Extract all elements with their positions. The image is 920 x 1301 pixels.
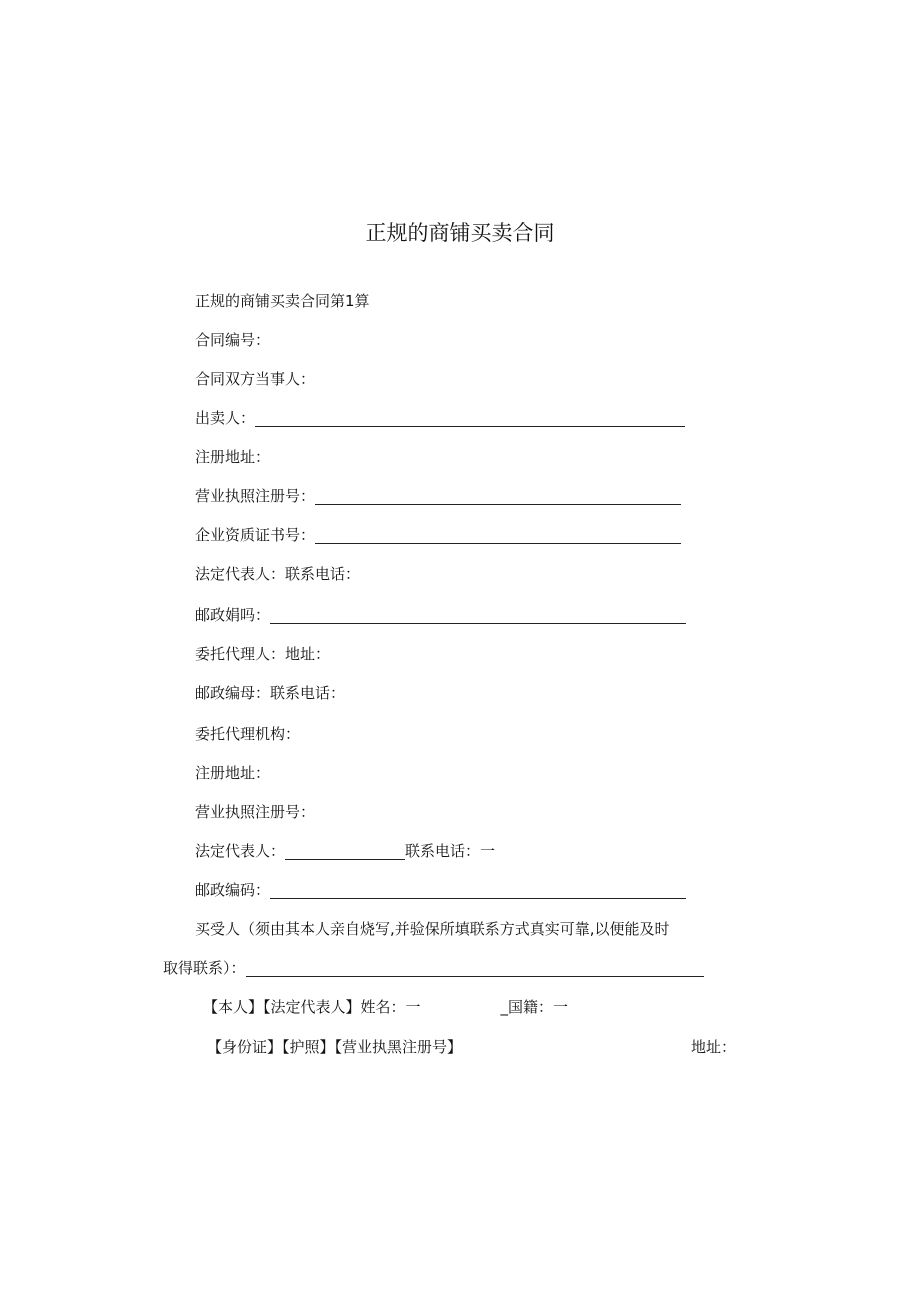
buyer-name-row [203, 996, 568, 1018]
agency-row [195, 723, 300, 745]
seller-representative-label: 法定代表人：联系电话： [195, 565, 361, 583]
agency-address-label: 注册地址： [195, 764, 271, 782]
buyer-id-label: 【身份证】【护照】【营业执黑注册号】 [207, 1038, 463, 1056]
agent-postcode-row [195, 682, 345, 704]
agency-representative-row [195, 840, 495, 862]
parties-label: 合同双方当事人： [195, 370, 316, 388]
agency-representative-blank[interactable] [285, 843, 405, 860]
contract-number-row [195, 329, 270, 351]
seller-address-label: 注册地址： [195, 448, 271, 466]
seller-address-row [195, 446, 270, 468]
agent-label: 委托代理人：地址： [195, 645, 331, 663]
buyer-name-label: 【本人】【法定代表人】姓名：一 [203, 998, 421, 1016]
seller-postcode-label: 邮政娟吗： [195, 606, 271, 624]
seller-postcode-blank[interactable] [270, 607, 686, 624]
agency-label: 委托代理机构： [195, 725, 301, 743]
agency-postcode-blank[interactable] [270, 882, 686, 899]
buyer-nationality-label: _国籍：一 [500, 998, 569, 1016]
qualification-label: 企业资质证书号： [195, 526, 316, 544]
parties-row [195, 368, 315, 390]
seller-blank[interactable] [255, 410, 685, 427]
buyer-contact-label: 取得联系）： [163, 959, 246, 977]
document-title: 正规的商铺买卖合同 [365, 221, 555, 245]
agency-phone-label: 联系电话：一 [405, 842, 496, 860]
seller-license-blank[interactable] [315, 488, 681, 505]
buyer-address-row [691, 1036, 736, 1058]
contract-subtitle [195, 290, 370, 312]
qualification-blank[interactable] [315, 527, 681, 544]
seller-postcode-row [195, 604, 686, 626]
seller-row [195, 407, 685, 429]
seller-representative-row [195, 563, 360, 585]
buyer-address-label: 地址： [691, 1038, 737, 1056]
agency-license-label: 营业执照注册号： [195, 803, 316, 821]
agency-postcode-row [195, 879, 686, 901]
buyer-contact-blank[interactable] [246, 960, 704, 977]
agent-postcode-label: 邮政编母：联系电话： [195, 684, 346, 702]
agent-row [195, 643, 330, 665]
qualification-row [195, 524, 681, 546]
agency-representative-label: 法定代表人： [195, 842, 286, 860]
agency-address-row [195, 762, 270, 784]
buyer-id-row [207, 1036, 462, 1058]
contract-subtitle-text: 正规的商铺买卖合同第1算 [195, 292, 370, 310]
contract-number-label: 合同编号： [195, 331, 271, 349]
seller-label: 出卖人： [195, 409, 256, 427]
buyer-row [195, 918, 670, 940]
seller-license-label: 营业执照注册号： [195, 487, 316, 505]
seller-license-row [195, 485, 681, 507]
buyer-contact-row [163, 957, 704, 979]
agency-postcode-label: 邮政编码： [195, 881, 271, 899]
agency-license-row [195, 801, 315, 823]
buyer-label: 买受人（须由其本人亲自烧写,并验保所填联系方式真实可靠,以便能及时 [195, 920, 670, 938]
